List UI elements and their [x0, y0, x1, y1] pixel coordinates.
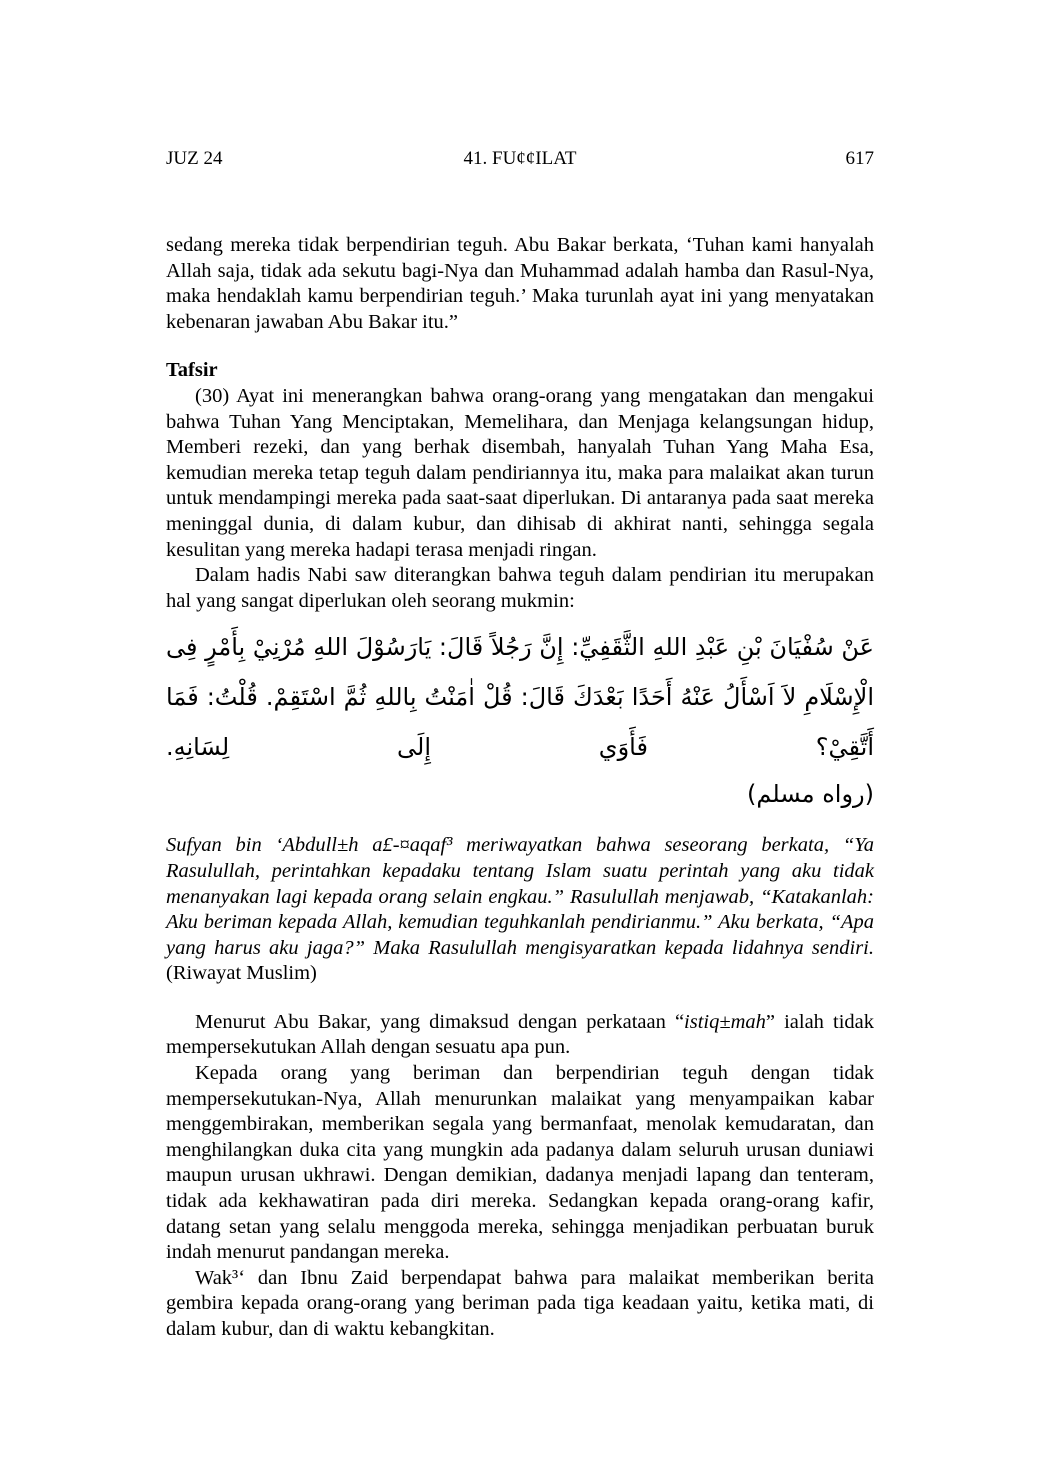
hadith-translation-source: (Riwayat Muslim): [166, 962, 317, 985]
juz-label: JUZ 24: [166, 148, 223, 169]
tafsir-paragraph-1: (30) Ayat ini menerangkan bahwa orang-orang yang mengatakan dan mengakui bahwa Tuhan Yang Menciptakan, Memelihara, dan Menjaga kelangsungan hidup, Memberi rezeki, dan yang berhak disembah, hanyalah Tuhan Yang Maha Esa, kemudian mereka tetap teguh dalam pendiriannya itu, maka para malaikat akan turun untuk mendampingi mereka pada saat-saat diperlukan. Di antaranya pada saat mereka meninggal dunia, di dalam kubur, dan dihisab di akhirat nanti, sehingga segala kesulitan yang mereka hadapi terasa menjadi ringan.: [166, 384, 874, 561]
tafsir-paragraph-2: Dalam hadis Nabi saw diterangkan bahwa teguh dalam pendirian itu merupakan hal yang sangat diperlukan oleh seorang mukmin:: [166, 564, 874, 612]
page-header: [166, 148, 874, 172]
hadith-translation-italic: Sufyan bin ‘Abdull±h a£-¤aqaf³ meriwayatkan bahwa seseorang berkata, “Ya Rasulullah, perintahkan kepadaku tentang Islam suatu perintah yang aku tidak menanyakan lagi kepada orang selain engkau.” Rasulullah menjawab, “Katakanlah: Aku beriman kepada Allah, kemudian teguhkanlah pendirianmu.” Aku berkata, “Apa yang harus aku jaga?” Maka Rasulullah mengisyaratkan kepada lidahnya sendiri.: [166, 834, 874, 959]
page-body: [166, 233, 874, 1343]
hadith-arabic-text: عَنْ سُفْيَانَ بْنِ عَبْدِ اللهِ الثَّقَفِيِّ: إِنَّ رَجُلاً قَالَ: يَارَسُوْلَ اللهِ مُرْنِيْ بِأَمْرٍ فِى الْإِسْلَامِ لاَ اَسْأَلُ عَنْهُ أَحَدًا بَعْدَكَ قَالَ: قُلْ اٰمَنْتُ بِاللهِ ثُمَّ اسْتَقِمْ. قُلْتُ: فَمَا أَتَّقِيْ؟ فَأَوَي إِلَى لِسَانِهِ.: [166, 633, 874, 762]
hadith-arabic-source: (رواه مسلم): [747, 780, 874, 809]
section-heading-tafsir: Tafsir: [166, 359, 218, 382]
body-paragraph-4: Kepada orang yang beriman dan berpendirian teguh dengan tidak mempersekutukan-Nya, Allah menurunkan malaikat yang menyampaikan kabar menggembirakan, memberikan segala yang bermanfaat, menolak kemudaratan, dan menghilangkan duka cita yang mungkin ada padanya dalam seluruh urusan duniawi maupun urusan ukhrawi. Dengan demikian, dadanya menjadi lapang dan tenteram, tidak ada kekhawatiran pada diri mereka. Sedangkan kepada orang-orang kafir, datang setan yang selalu menggoda mereka, sehingga menjadikan perbuatan buruk indah menurut pandangan mereka.: [166, 1062, 874, 1264]
surah-title: 41. FU¢¢ILAT: [463, 148, 577, 169]
para-3-after: ” ialah tidak mempersekutukan Allah dengan sesuatu apa pun.: [166, 1010, 874, 1059]
hadith-translation: [166, 833, 874, 987]
para-3-term: istiq±mah: [684, 1010, 766, 1033]
para-3-before: Menurut Abu Bakar, yang dimaksud dengan perkataan “: [195, 1010, 685, 1033]
intro-paragraph: sedang mereka tidak berpendirian teguh. Abu Bakar berkata, ‘Tuhan kami hanyalah Allah saja, tidak ada sekutu bagi-Nya dan Muhammad adalah hamba dan Rasul-Nya, maka hendaklah kamu berpendirian teguh.’ Maka turunlah ayat ini yang menyatakan kebenaran jawaban Abu Bakar itu.”: [166, 234, 874, 333]
body-paragraph-3: [166, 1010, 874, 1061]
body-paragraph-5: Wak³‘ dan Ibnu Zaid berpendapat bahwa para malaikat memberikan berita gembira kepada orang-orang yang beriman pada tiga keadaan yaitu, ketika mati, di dalam kubur, dan di waktu kebangkitan.: [166, 1266, 874, 1340]
page-number: 617: [845, 148, 874, 169]
